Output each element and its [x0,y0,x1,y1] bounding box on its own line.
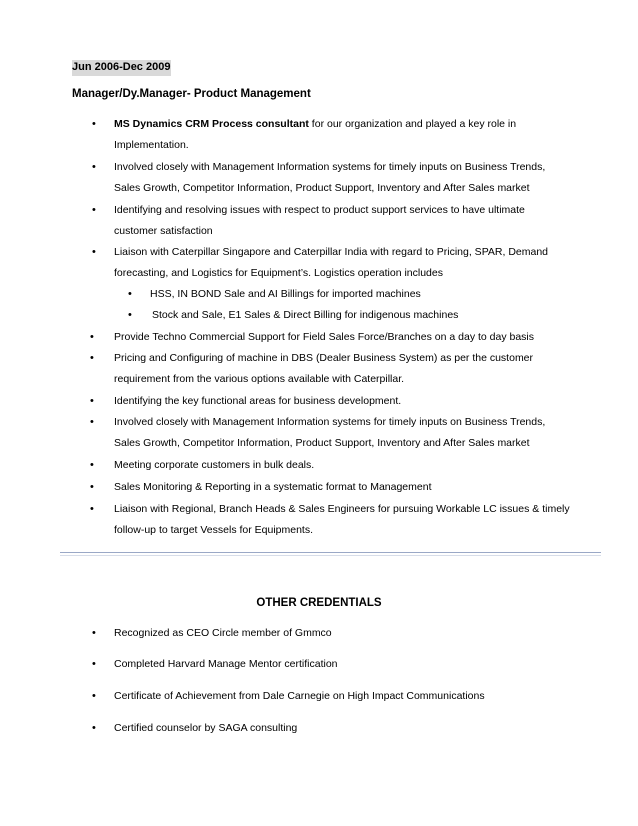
sub-bullet-text: HSS, IN BOND Sale and AI Billings for imported machines [150,288,421,300]
bullet-text-continued: Sales Growth, Competitor Information, Product Support, Inventory and After Sales market [114,437,530,449]
bullet-text: Identifying and resolving issues with respect to product support services to have ultimate [114,204,525,216]
section-title: OTHER CREDENTIALS [256,597,382,609]
list-item [90,395,584,408]
bullet-icon: • [92,118,96,130]
credential-text: Certificate of Achievement from Dale Carnegie on High Impact Communications [114,690,485,702]
bullet-text-continued: Sales Growth, Competitor Information, Product Support, Inventory and After Sales market [114,182,530,194]
list-item [92,690,584,703]
bullet-icon: • [92,690,96,702]
bullet-icon: • [92,204,96,216]
bullet-icon: • [90,416,94,428]
bullet-icon: • [90,459,94,471]
bullet-text: Involved closely with Management Information systems for timely inputs on Business Trends, [114,161,546,173]
bullet-bold-text: MS Dynamics CRM Process consultant [114,118,309,130]
list-item [90,331,584,344]
section-divider [60,552,601,553]
bullet-text: for our organization and played a key role in [308,118,517,130]
bullet-icon: • [92,627,96,639]
job-title: Manager/Dy.Manager- Product Management [72,88,311,100]
bullet-text: Identifying the key functional areas for business development. [114,395,402,407]
bullet-icon: • [92,161,96,173]
section-divider-shadow [60,555,601,556]
bullet-text-continued: customer satisfaction [114,225,213,237]
bullet-icon: • [90,331,94,343]
list-item [92,204,584,237]
list-item [92,118,584,151]
list-item [90,416,584,449]
list-item [92,722,584,735]
credential-text: Certified counselor by SAGA consulting [114,722,298,734]
bullet-text-continued: Implementation. [114,139,189,151]
bullet-icon: • [92,722,96,734]
bullet-text: Involved closely with Management Information systems for timely inputs on Business Trends, [114,416,546,428]
bullet-icon: • [92,246,96,258]
list-item [90,352,584,385]
bullet-icon: • [90,352,94,364]
bullet-icon: • [90,503,94,515]
sub-bullet-text: Stock and Sale, E1 Sales & Direct Billing for indigenous machines [152,309,459,321]
list-item [90,503,584,536]
list-item [90,481,584,494]
bullet-text: Pricing and Configuring of machine in DBS (Dealer Business System) as per the customer [114,352,534,364]
sub-list-item [128,309,622,322]
bullet-icon: • [128,309,132,321]
credential-text: Recognized as CEO Circle member of Gmmco [114,627,332,639]
bullet-text: Liaison with Regional, Branch Heads & Sales Engineers for pursuing Workable LC issues & timely [114,503,570,515]
bullet-icon: • [90,481,94,493]
sub-list-item [128,288,620,301]
list-item [92,627,584,640]
bullet-icon: • [92,658,96,670]
bullet-text: Meeting corporate customers in bulk deals. [114,459,315,471]
bullet-text: Sales Monitoring & Reporting in a systematic format to Management [114,481,432,493]
list-item [92,161,584,194]
list-item [92,246,584,279]
credential-text: Completed Harvard Manage Mentor certification [114,658,338,670]
list-item [92,658,584,671]
bullet-text: Provide Techno Commercial Support for Field Sales Force/Branches on a day to day basis [114,331,535,343]
bullet-text-continued: follow-up to target Vessels for Equipments. [114,524,314,536]
bullet-icon: • [128,288,132,300]
bullet-text-continued: forecasting, and Logistics for Equipment’s. Logistics operation includes [114,267,443,279]
list-item [90,459,584,472]
job-period: Jun 2006-Dec 2009 [72,60,171,76]
bullet-text: Liaison with Caterpillar Singapore and Caterpillar India with regard to Pricing, SPAR, Demand [114,246,549,258]
bullet-text-continued: requirement from the various options available with Caterpillar. [114,373,405,385]
bullet-icon: • [90,395,94,407]
